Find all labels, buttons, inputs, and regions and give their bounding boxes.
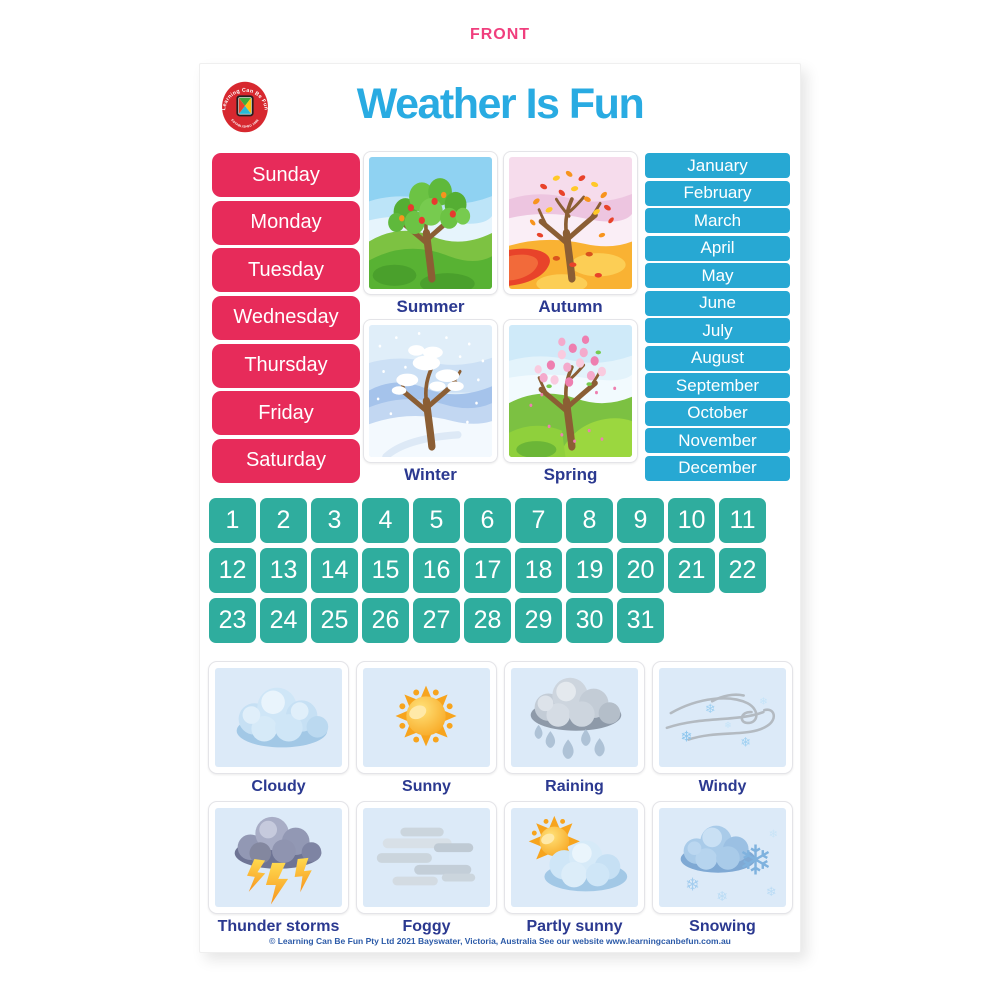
- weather-cell-snowing: [652, 801, 793, 940]
- date-tile: 28: [464, 598, 511, 643]
- spring-tree-illustration: [509, 325, 632, 457]
- weather-grid: [208, 661, 793, 940]
- svg-text:❄: ❄: [738, 836, 773, 885]
- dates-grid: [209, 498, 766, 643]
- season-card-summer: [363, 151, 498, 295]
- month-tile-december: December: [645, 456, 790, 481]
- month-tile-april: April: [645, 236, 790, 261]
- weather-card-raining: [504, 661, 645, 774]
- season-label-summer: Summer: [396, 297, 465, 316]
- date-tile: 3: [311, 498, 358, 543]
- date-tile: 5: [413, 498, 460, 543]
- sun-icon: [363, 668, 490, 767]
- month-tile-june: June: [645, 291, 790, 316]
- month-tile-october: October: [645, 401, 790, 426]
- date-tile: 14: [311, 548, 358, 593]
- month-tile-february: February: [645, 181, 790, 206]
- date-tile: 24: [260, 598, 307, 643]
- date-tile: 23: [209, 598, 256, 643]
- logo-arc-text: Learning Can Be Fun: [221, 87, 269, 111]
- weather-label-partly-sunny: Partly sunny: [526, 918, 623, 935]
- month-tile-august: August: [645, 346, 790, 371]
- weather-card-cloudy: [208, 661, 349, 774]
- svg-text:❄: ❄: [704, 702, 716, 718]
- months-column: [645, 153, 790, 481]
- date-tile: 30: [566, 598, 613, 643]
- season-label-autumn: Autumn: [538, 297, 603, 316]
- weather-cell-sunny: [356, 661, 497, 800]
- summer-tree-illustration: [369, 157, 492, 289]
- date-tile: 18: [515, 548, 562, 593]
- date-tile: 21: [668, 548, 715, 593]
- date-tile: 17: [464, 548, 511, 593]
- month-tile-july: July: [645, 318, 790, 343]
- date-tile: 12: [209, 548, 256, 593]
- season-cell-spring: [503, 319, 638, 487]
- day-tile-tuesday: Tuesday: [212, 248, 360, 292]
- weather-label-cloudy: Cloudy: [251, 778, 306, 795]
- weather-card-thunder-storms: [208, 801, 349, 914]
- date-tile: 20: [617, 548, 664, 593]
- weather-label-snowing: Snowing: [689, 918, 756, 935]
- weather-label-foggy: Foggy: [402, 918, 451, 935]
- day-tile-thursday: Thursday: [212, 344, 360, 388]
- svg-text:❄: ❄: [765, 885, 777, 901]
- autumn-tree-illustration: [509, 157, 632, 289]
- wind-icon: [659, 668, 786, 767]
- poster-title: Weather Is Fun: [356, 80, 644, 128]
- date-tile: 15: [362, 548, 409, 593]
- date-tile: 10: [668, 498, 715, 543]
- svg-text:❄: ❄: [740, 735, 751, 751]
- fog-icon: [363, 808, 490, 907]
- snow-cloud-icon: [659, 808, 786, 907]
- weather-cell-partly-sunny: [504, 801, 645, 940]
- lightning-cloud-icon: [215, 808, 342, 907]
- month-tile-january: January: [645, 153, 790, 178]
- date-tile: 31: [617, 598, 664, 643]
- date-tile: 7: [515, 498, 562, 543]
- weather-cell-thunder-storms: [208, 801, 349, 940]
- day-tile-saturday: Saturday: [212, 439, 360, 483]
- winter-tree-illustration: [369, 325, 492, 457]
- weather-cell-cloudy: [208, 661, 349, 800]
- weather-card-snowing: [652, 801, 793, 914]
- day-tile-sunday: Sunday: [212, 153, 360, 197]
- month-tile-september: September: [645, 373, 790, 398]
- svg-text:❄: ❄: [724, 720, 732, 731]
- date-tile: 2: [260, 498, 307, 543]
- date-tile: 27: [413, 598, 460, 643]
- weather-label-windy: Windy: [698, 778, 747, 795]
- season-card-autumn: [503, 151, 638, 295]
- date-tile: 26: [362, 598, 409, 643]
- season-cell-winter: [363, 319, 498, 487]
- season-label-winter: Winter: [404, 465, 457, 484]
- date-tile: 9: [617, 498, 664, 543]
- copyright-footer: © Learning Can Be Fun Pty Ltd 2021 Bayswater, Victoria, Australia See our website www.learningcanbefun.com.au: [269, 936, 731, 946]
- logo-established-text: ESTABLISHED 1986: [230, 118, 260, 129]
- date-tile: 29: [515, 598, 562, 643]
- seasons-grid: [363, 151, 639, 487]
- svg-text:❄: ❄: [768, 827, 778, 841]
- weather-label-sunny: Sunny: [402, 778, 451, 795]
- days-of-week-column: [212, 153, 360, 483]
- weather-label-thunder-storms: Thunder storms: [217, 918, 340, 935]
- svg-text:❄: ❄: [685, 875, 700, 896]
- day-tile-monday: Monday: [212, 201, 360, 245]
- date-tile: 22: [719, 548, 766, 593]
- date-tile: 6: [464, 498, 511, 543]
- weather-card-foggy: [356, 801, 497, 914]
- day-tile-wednesday: Wednesday: [212, 296, 360, 340]
- date-tile: 25: [311, 598, 358, 643]
- weather-card-windy: [652, 661, 793, 774]
- front-side-label: FRONT: [469, 26, 531, 43]
- svg-text:❄: ❄: [716, 889, 728, 906]
- date-tile: 19: [566, 548, 613, 593]
- weather-label-raining: Raining: [545, 778, 604, 795]
- weather-cell-windy: [652, 661, 793, 800]
- date-tile: 13: [260, 548, 307, 593]
- svg-text:❄: ❄: [759, 696, 768, 708]
- date-tile: 11: [719, 498, 766, 543]
- date-tile: 1: [209, 498, 256, 543]
- month-tile-may: May: [645, 263, 790, 288]
- weather-cell-raining: [504, 661, 645, 800]
- rain-cloud-icon: [511, 668, 638, 767]
- date-tile: 4: [362, 498, 409, 543]
- weather-poster: [199, 63, 801, 953]
- weather-card-sunny: [356, 661, 497, 774]
- cloud-icon: [215, 668, 342, 767]
- weather-card-partly-sunny: [504, 801, 645, 914]
- svg-text:❄: ❄: [680, 728, 693, 746]
- weather-cell-foggy: [356, 801, 497, 940]
- month-tile-november: November: [645, 428, 790, 453]
- date-tile: 8: [566, 498, 613, 543]
- day-tile-friday: Friday: [212, 391, 360, 435]
- season-card-winter: [363, 319, 498, 463]
- season-cell-summer: [363, 151, 498, 319]
- season-label-spring: Spring: [543, 465, 598, 484]
- season-card-spring: [503, 319, 638, 463]
- sun-behind-cloud-icon: [511, 808, 638, 907]
- month-tile-march: March: [645, 208, 790, 233]
- season-cell-autumn: [503, 151, 638, 319]
- date-tile: 16: [413, 548, 460, 593]
